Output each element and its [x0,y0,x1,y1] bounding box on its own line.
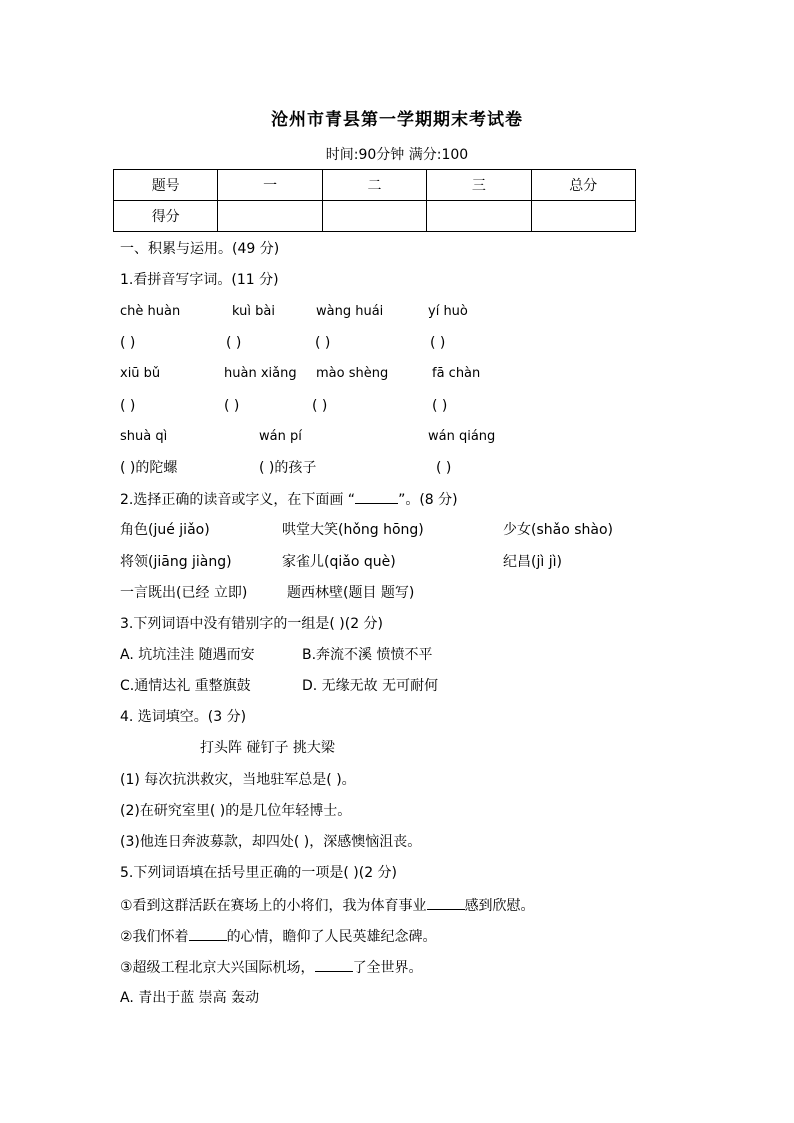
score-cell[interactable] [427,201,531,232]
table-header-cell: 总分 [531,170,635,201]
option-item[interactable]: 将领(jiāng jiàng) [120,554,232,570]
answer-blank[interactable]: ( ) [430,335,446,351]
option-item[interactable]: 题西林壁(题目 题写) [287,585,415,601]
table-row-label: 得分 [114,201,218,232]
fill-sentence[interactable] [120,895,535,916]
question-title: 1.看拼音写字词。(11 分) [120,272,279,288]
word-bank: 打头阵 碰钉子 挑大梁 [200,740,335,756]
option-item[interactable]: 一言既出(已经 立即) [120,585,248,601]
answer-blank[interactable]: ( )的孩子 [259,460,317,476]
score-cell[interactable] [322,201,426,232]
pinyin: fā chàn [432,366,481,381]
option-a[interactable]: A. 坑坑洼洼 随遇而安 [120,647,255,663]
sentence-text: ③超级工程北京大兴国际机场， [120,960,315,976]
answer-blank[interactable]: ( ) [436,460,452,476]
answer-blank[interactable]: ( )的陀螺 [120,460,178,476]
answer-blank[interactable]: ( ) [226,335,242,351]
sentence-text: 了全世界。 [352,960,423,976]
fill-sentence[interactable] [120,926,437,947]
option-a[interactable]: A. 青出于蓝 崇高 轰动 [120,990,260,1006]
score-table [113,169,636,232]
pinyin: chè huàn [120,304,181,319]
fill-blank-line[interactable] [189,926,227,941]
sentence-text: ①看到这群活跃在赛场上的小将们，我为体育事业 [120,898,427,914]
answer-blank[interactable]: ( ) [432,398,448,414]
option-item[interactable]: 少女(shǎo shào) [503,522,613,538]
answer-blank[interactable]: ( ) [120,398,136,414]
option-b[interactable]: B.奔流不溪 愤愤不平 [302,647,433,663]
pinyin: yí huò [428,304,468,319]
table-row [114,201,636,232]
pinyin: xiū bǔ [120,366,161,381]
fill-sentence[interactable] [120,957,423,978]
table-header-cell: 三 [427,170,531,201]
pinyin: kuì bài [232,304,275,319]
table-header-cell: 题号 [114,170,218,201]
question-title-text: ”。(8 分) [398,492,458,508]
option-d[interactable]: D. 无缘无故 无可耐何 [302,678,439,694]
sentence-text: 感到欣慰。 [464,898,535,914]
score-cell[interactable] [218,201,322,232]
table-header-cell: 一 [218,170,322,201]
answer-blank[interactable]: ( ) [315,335,331,351]
fill-blank-line[interactable] [315,957,353,972]
table-header-cell: 二 [322,170,426,201]
exam-info: 时间:90分钟 满分:100 [325,147,469,163]
underline-mark [355,489,398,504]
answer-blank[interactable]: ( ) [224,398,240,414]
pinyin: wàng huái [316,304,384,319]
question-title-text: 2.选择正确的读音或字义，在下面画 “ [120,492,356,508]
page-title: 沧州市青县第一学期期末考试卷 [271,110,523,130]
question-title: 5.下列词语填在括号里正确的一项是( )(2 分) [120,865,398,881]
fill-sentence[interactable]: (1) 每次抗洪救灾，当地驻军总是( )。 [120,772,356,788]
pinyin: huàn xiǎng [224,366,297,381]
option-item[interactable]: 哄堂大笑(hǒng hōng) [282,522,424,538]
fill-sentence[interactable]: (2)在研究室里( )的是几位年轻博士。 [120,803,352,819]
question-title [120,489,458,510]
table-row [114,170,636,201]
pinyin: shuà qì [120,429,168,444]
pinyin: mào shèng [316,366,389,381]
section-heading: 一、积累与运用。(49 分) [120,241,280,257]
question-title: 4. 选词填空。(3 分) [120,709,247,725]
option-c[interactable]: C.通情达礼 重整旗鼓 [120,678,251,694]
option-item[interactable]: 角色(jué jiǎo) [120,522,210,538]
score-cell[interactable] [531,201,635,232]
answer-blank[interactable]: ( ) [312,398,328,414]
sentence-text: 的心情，瞻仰了人民英雄纪念碑。 [226,929,437,945]
answer-blank[interactable]: ( ) [120,335,136,351]
option-item[interactable]: 纪昌(jì jì) [503,554,562,570]
question-title: 3.下列词语中没有错别字的一组是( )(2 分) [120,616,384,632]
option-item[interactable]: 家雀儿(qiǎo què) [282,554,396,570]
fill-blank-line[interactable] [427,895,465,910]
pinyin: wán pí [259,429,302,444]
fill-sentence[interactable]: (3)他连日奔波募款，却四处( )，深感懊恼沮丧。 [120,834,422,850]
pinyin: wán qiáng [428,429,496,444]
sentence-text: ②我们怀着 [120,929,189,945]
